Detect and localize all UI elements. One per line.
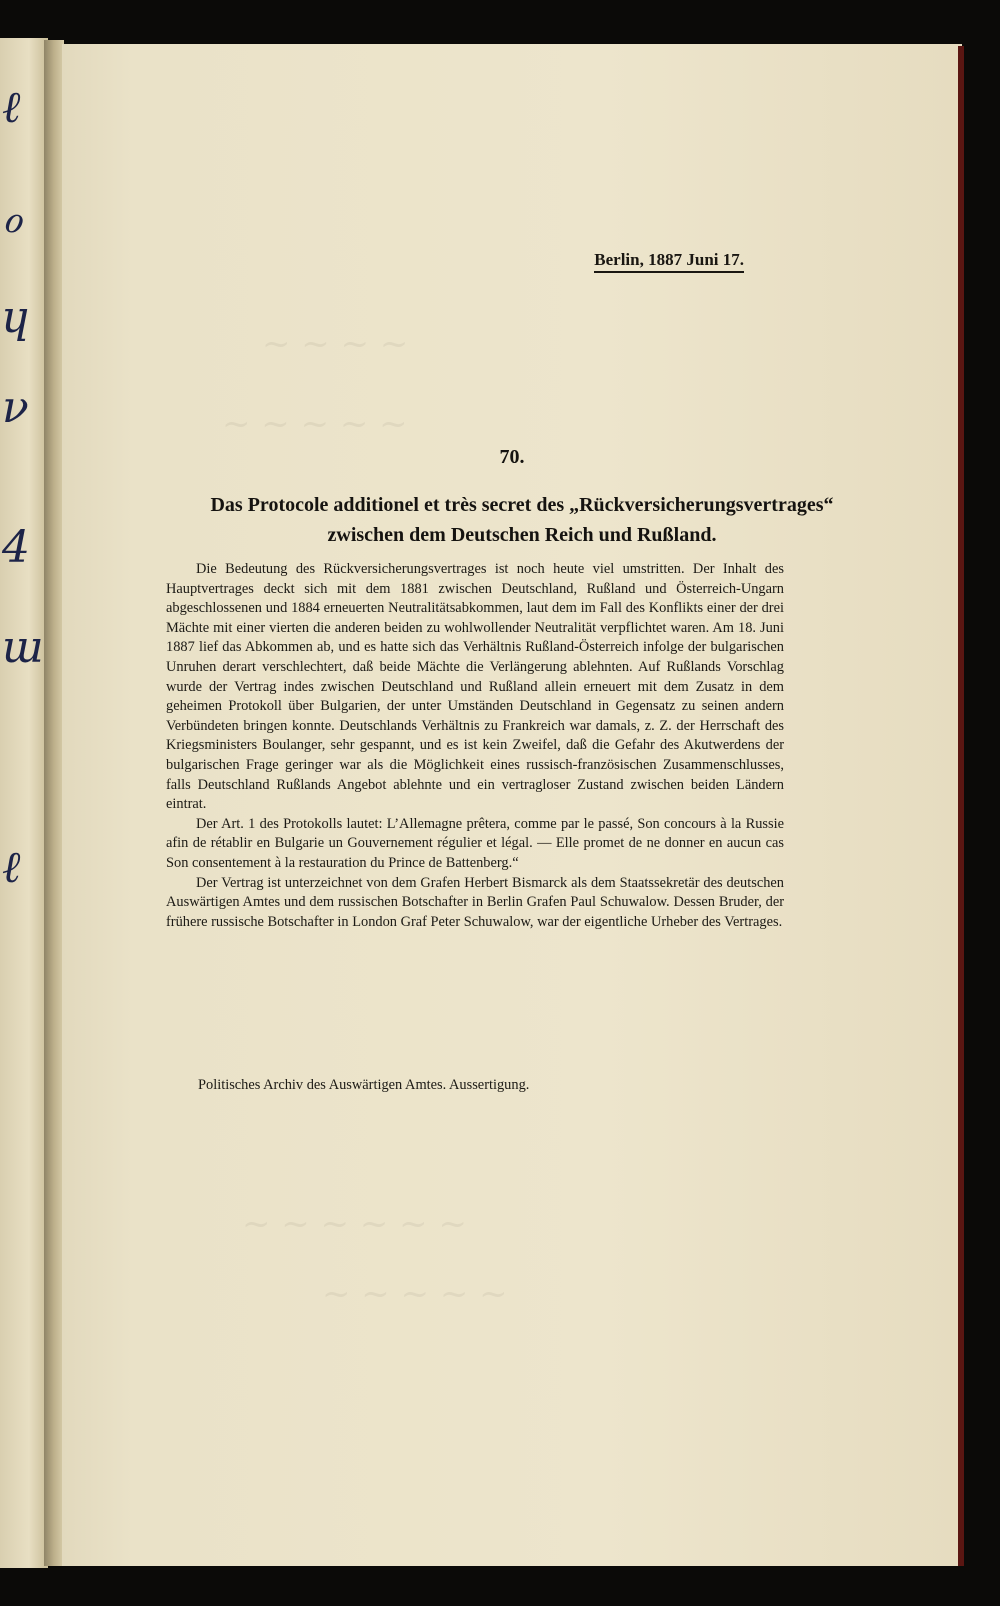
- adjacent-page-strip: [0, 38, 48, 1568]
- document-title: [162, 490, 882, 550]
- bleed-through-text: ~ ~ ~ ~ ~: [322, 1274, 508, 1314]
- bleed-through-text: ~ ~ ~ ~: [262, 324, 409, 364]
- paragraph: Der Art. 1 des Protokolls lautet: L’Allemagne prêtera, comme par le passé, Son concours à la Russie afin de rétablir en Bulgarie un Gouvernement régulier et légal. — Elle promet de ne donner en aucun cas Son consentement à la restauration du Prince de Battenberg.“: [166, 815, 784, 871]
- handwriting-fragment: ɯ: [2, 622, 44, 673]
- handwriting-fragment: ɥ: [2, 292, 31, 343]
- handwriting-fragment: ℓ: [2, 82, 21, 133]
- title-line-1: Das Protocole additionel et très secret des „Rückversicherungsvertrages“: [210, 494, 834, 516]
- handwriting-fragment: 4: [2, 522, 30, 573]
- paragraph: Die Bedeutung des Rückversicherungsvertrages ist noch heute viel umstritten. Der Inhalt des Hauptvertrages deckt sich mit dem 1881 zwischen Deutschland, Rußland und Österreich-Ungarn abgeschlossenen und 1884 erneuerten Neutralitätsabkommen, laut dem im Fall des Konflikts einer der drei Mächte mit einer vierten die anderen beiden zu wohlwollender Neutralität verpflichtet waren. Am 18. Juni 1887 lief das Abkommen ab, und es hatte sich das Verhältnis Rußland-Österreich infolge der bulgarischen Unruhen derart verschlechtert, daß beide Mächte die Verlängerung ablehnten. Auf Rußlands Vorschlag wurde der Vertrag indes zwischen Deutschland und Rußland allein erneuert mit dem Zusatz in dem geheimen Protokoll über Bulgarien, der unter Umständen Deutschland in Gegensatz zu seinen andern Verbündeten bringen konnte. Deutschlands Verhältnis zu Frankreich war damals, z. Z. der Herrschaft des Kriegsministers Boulanger, sehr gespannt, und es ist kein Zweifel, daß die Gefahr des Akutwerdens der bulgarischen Frage geringer war als die Möglichkeit eines russisch-französischen Zusammenschlusses, falls Deutschland Rußlands Angebot ablehnte und ein vertragloser Zustand zwischen beiden Ländern eintrat.: [166, 561, 784, 813]
- handwriting-fragment: ν: [2, 382, 29, 433]
- document-page: [62, 44, 962, 1566]
- page-edge: [958, 46, 964, 1566]
- document-number: 70.: [499, 446, 525, 468]
- page-gutter: [44, 40, 64, 1566]
- bleed-through-text: ~ ~ ~ ~ ~: [222, 404, 408, 444]
- bleed-through-text: ~ ~ ~ ~ ~ ~: [242, 1204, 467, 1244]
- title-line-2: zwischen dem Deutschen Reich und Rußland.: [327, 524, 717, 546]
- archive-source: Politisches Archiv des Auswärtigen Amtes. Aussertigung.: [198, 1077, 530, 1093]
- handwriting-fragment: ℴ: [2, 192, 23, 243]
- document-body: [166, 560, 784, 932]
- handwriting-fragment: ℓ: [2, 842, 21, 893]
- dateline: Berlin, 1887 Juni 17.: [594, 250, 744, 273]
- paragraph: Der Vertrag ist unterzeichnet von dem Grafen Herbert Bismarck als dem Staatssekretär des deutschen Auswärtigen Amtes und dem russischen Botschafter in Berlin Grafen Paul Schuwalow. Dessen Bruder, der frühere russische Botschafter in London Graf Peter Schuwalow, war der eigentliche Urheber des Vertrages.: [166, 874, 784, 930]
